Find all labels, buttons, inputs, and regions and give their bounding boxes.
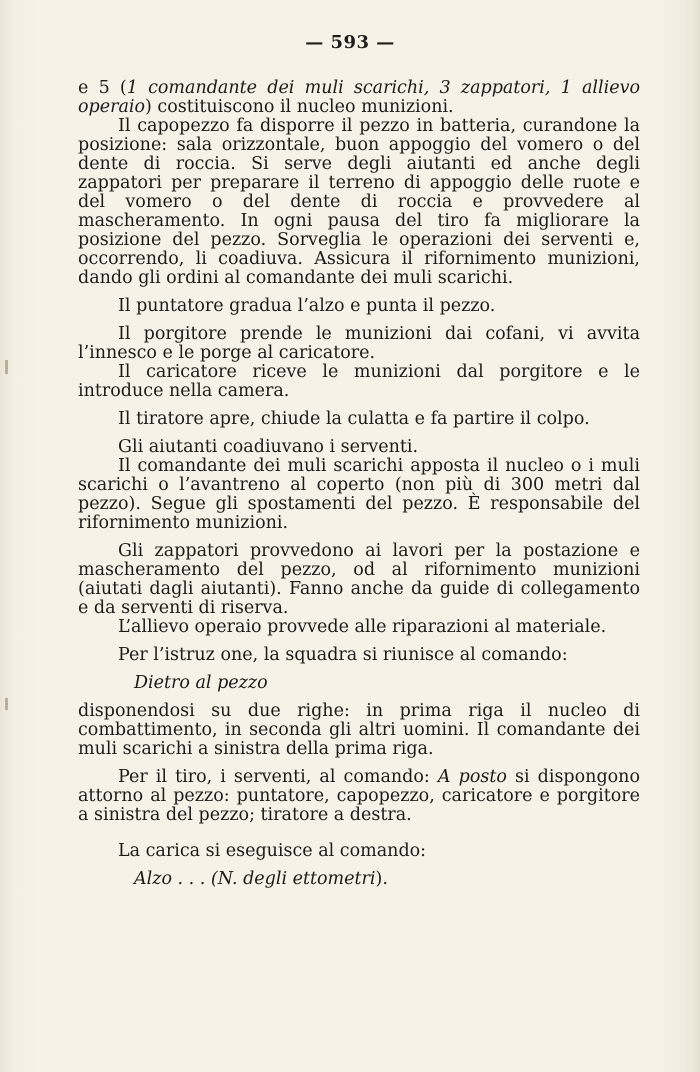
margin-mark <box>5 698 8 710</box>
paragraph: La carica si eseguisce al comando: <box>118 841 427 861</box>
paragraph: Gli aiutanti coadiuvano i serventi. <box>118 437 419 457</box>
paragraph: Il tiratore apre, chiude la culatta e fa partire il colpo. <box>118 409 590 429</box>
paragraph: Il capopezzo fa disporre il pezzo in batteria, curandone la posizione: sala orizzontale, buon appoggio del vomero o del dente di roccia. Si serve degli aiutanti ed anche degli zappatori per preparare il terreno di appoggio delle ruote e del vomero o del dente di roccia e provvedere al mascheramento. In ogni pausa del tiro fa migliorare la posizione del pezzo. Sorveglia le operazioni dei serventi e, occorrendo, li coadiuva. Assicura il rifornimento munizioni, dando gli ordini al comandante dei muli scarichi. <box>78 116 640 288</box>
page-number: — 593 — <box>305 32 395 53</box>
paragraph: e 5 (1 comandante dei muli scarichi, 3 zappatori, 1 allievo operaio) costituiscono il nucleo munizioni. <box>78 78 640 117</box>
paragraph: Il caricatore riceve le munizioni dal porgitore e le introduce nella camera. <box>78 362 640 401</box>
paragraph: Per il tiro, i serventi, al comando: A posto si dispongono attorno al pezzo: puntatore, capopezzo, caricatore e porgitore a sinistra del pezzo; tiratore a destra. <box>78 767 640 825</box>
paragraph: Per l’istruz one, la squadra si riunisce al comando: <box>118 645 568 665</box>
margin-mark <box>5 360 8 374</box>
paragraph: Il porgitore prende le munizioni dai cofani, vi avvita l’innesco e le porge al caricatore. <box>78 324 640 363</box>
paragraph: disponendosi su due righe: in prima riga il nucleo di combattimento, in seconda gli altri uomini. Il comandante dei muli scarichi a sinistra della prima riga. <box>78 701 640 759</box>
paragraph: Il puntatore gradua l’alzo e punta il pezzo. <box>118 296 496 316</box>
paragraph: Gli zappatori provvedono ai lavori per la postazione e mascheramento del pezzo, od al rifornimento munizioni (aiutati dagli aiutanti). Fanno anche da guide di collegamento e da serventi di riserva. <box>78 541 640 618</box>
command-line: Alzo . . . (N. degli ettometri). <box>134 869 388 889</box>
command-line: Dietro al pezzo <box>134 673 268 693</box>
paragraph: Il comandante dei muli scarichi apposta il nucleo o i muli scarichi o l’avantreno al coperto (non più di 300 metri dal pezzo). Segue gli spostamenti del pezzo. È responsabile del rifornimento munizioni. <box>78 456 640 533</box>
paragraph: L’allievo operaio provvede alle riparazioni al materiale. <box>118 617 607 637</box>
body-text <box>78 79 640 889</box>
